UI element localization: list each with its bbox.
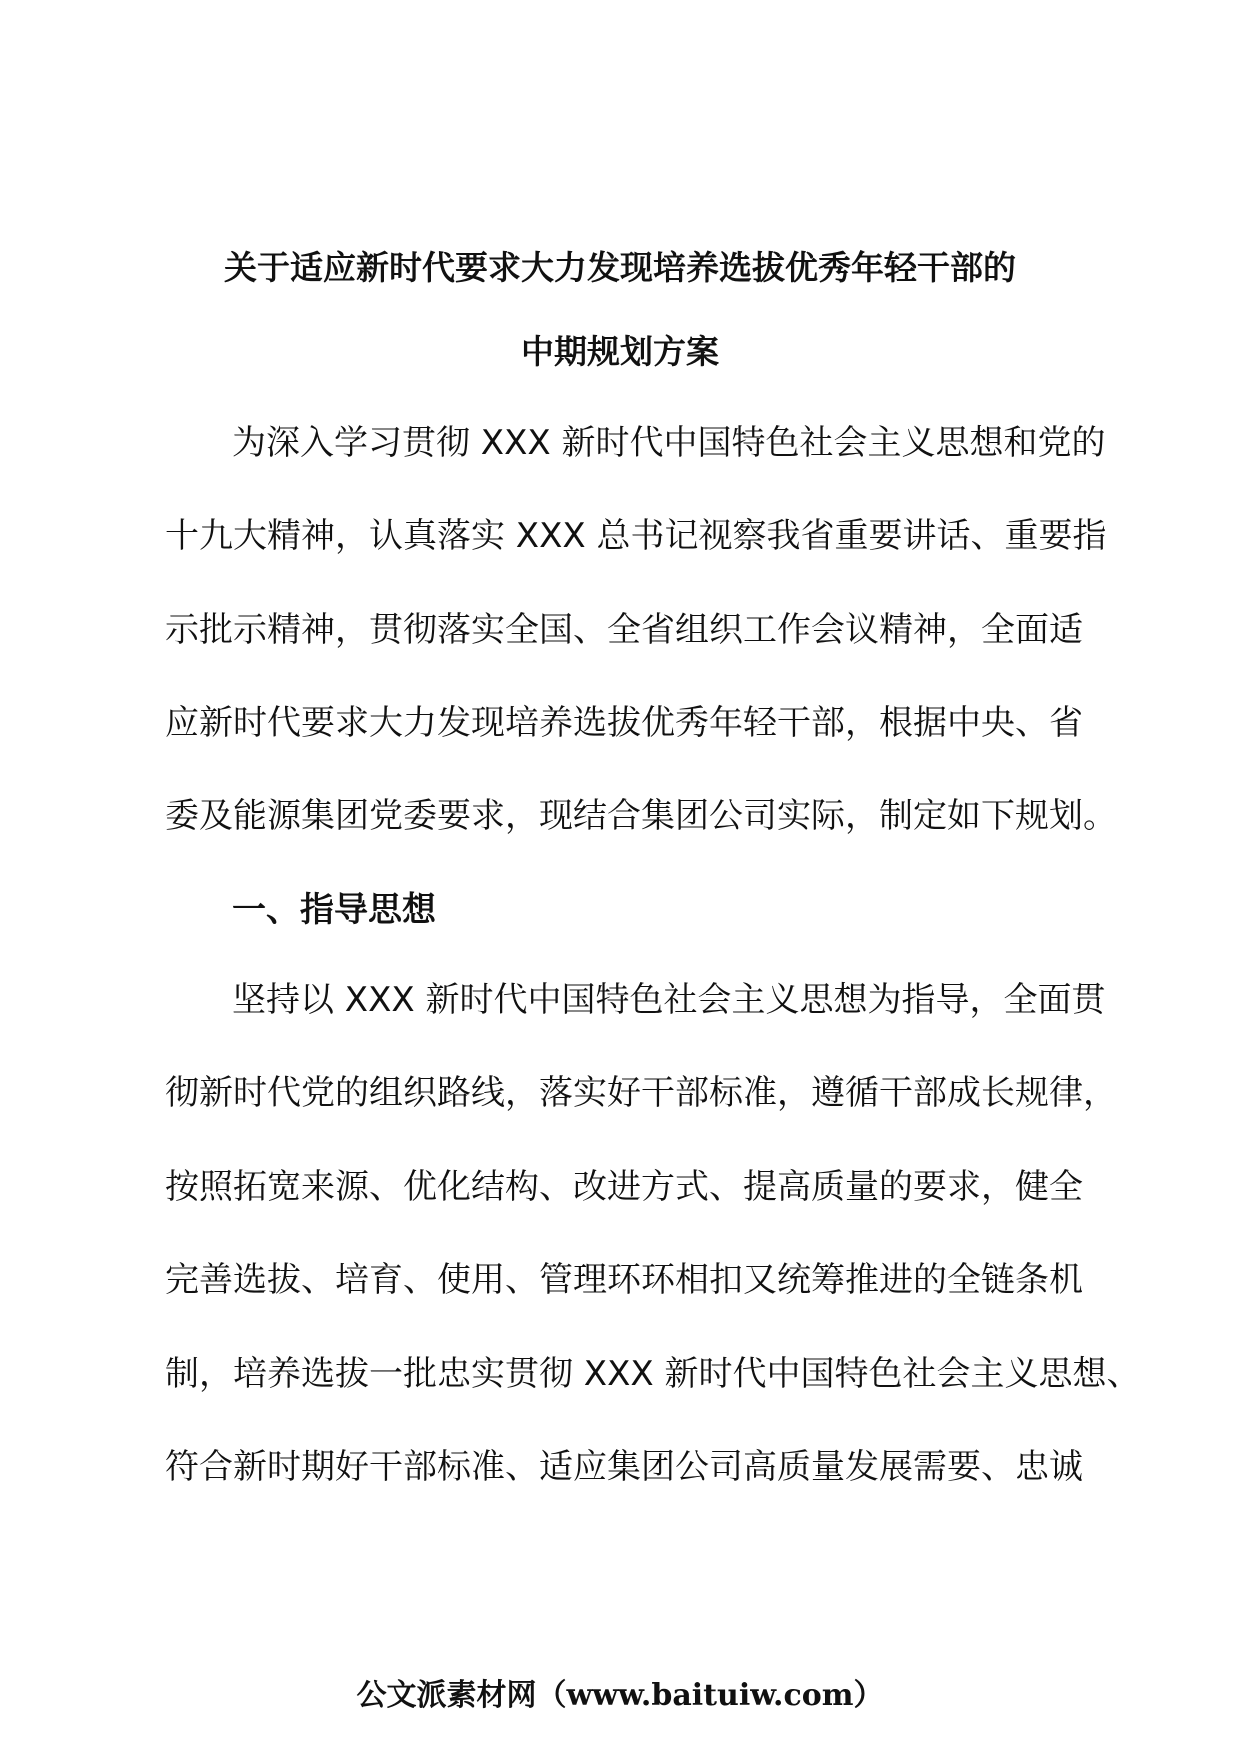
intro-paragraph-line: 示批示精神，贯彻落实全国、全省组织工作会议精神，全面适 xyxy=(165,610,1083,650)
document-title-line-1: 关于适应新时代要求大力发现培养选拔优秀年轻干部的 xyxy=(224,248,1016,287)
intro-paragraph-line: 应新时代要求大力发现培养选拔优秀年轻干部，根据中央、省 xyxy=(165,703,1083,743)
section-paragraph-line: 按照拓宽来源、优化结构、改进方式、提高质量的要求，健全 xyxy=(165,1167,1083,1207)
section-paragraph-line: 符合新时期好干部标准、适应集团公司高质量发展需要、忠诚 xyxy=(165,1447,1083,1487)
intro-paragraph-line: 十九大精神，认真落实 XXX 总书记视察我省重要讲话、重要指 xyxy=(165,516,1107,556)
section-paragraph-line: 完善选拔、培育、使用、管理环环相扣又统筹推进的全链条机 xyxy=(165,1260,1083,1300)
section-heading: 一、指导思想 xyxy=(232,890,436,930)
section-paragraph-line: 彻新时代党的组织路线，落实好干部标准，遵循干部成长规律， xyxy=(165,1073,1117,1113)
section-paragraph-line: 坚持以 XXX 新时代中国特色社会主义思想为指导，全面贯 xyxy=(232,980,1106,1020)
footer-watermark: 公文派素材网（www.baituiw.com） xyxy=(356,1678,884,1713)
section-paragraph-line: 制，培养选拔一批忠实贯彻 XXX 新时代中国特色社会主义思想、 xyxy=(165,1354,1141,1394)
intro-paragraph-line: 委及能源集团党委要求，现结合集团公司实际，制定如下规划。 xyxy=(165,796,1117,836)
document-title-line-2: 中期规划方案 xyxy=(521,332,719,371)
intro-paragraph-line: 为深入学习贯彻 XXX 新时代中国特色社会主义思想和党的 xyxy=(232,423,1106,463)
